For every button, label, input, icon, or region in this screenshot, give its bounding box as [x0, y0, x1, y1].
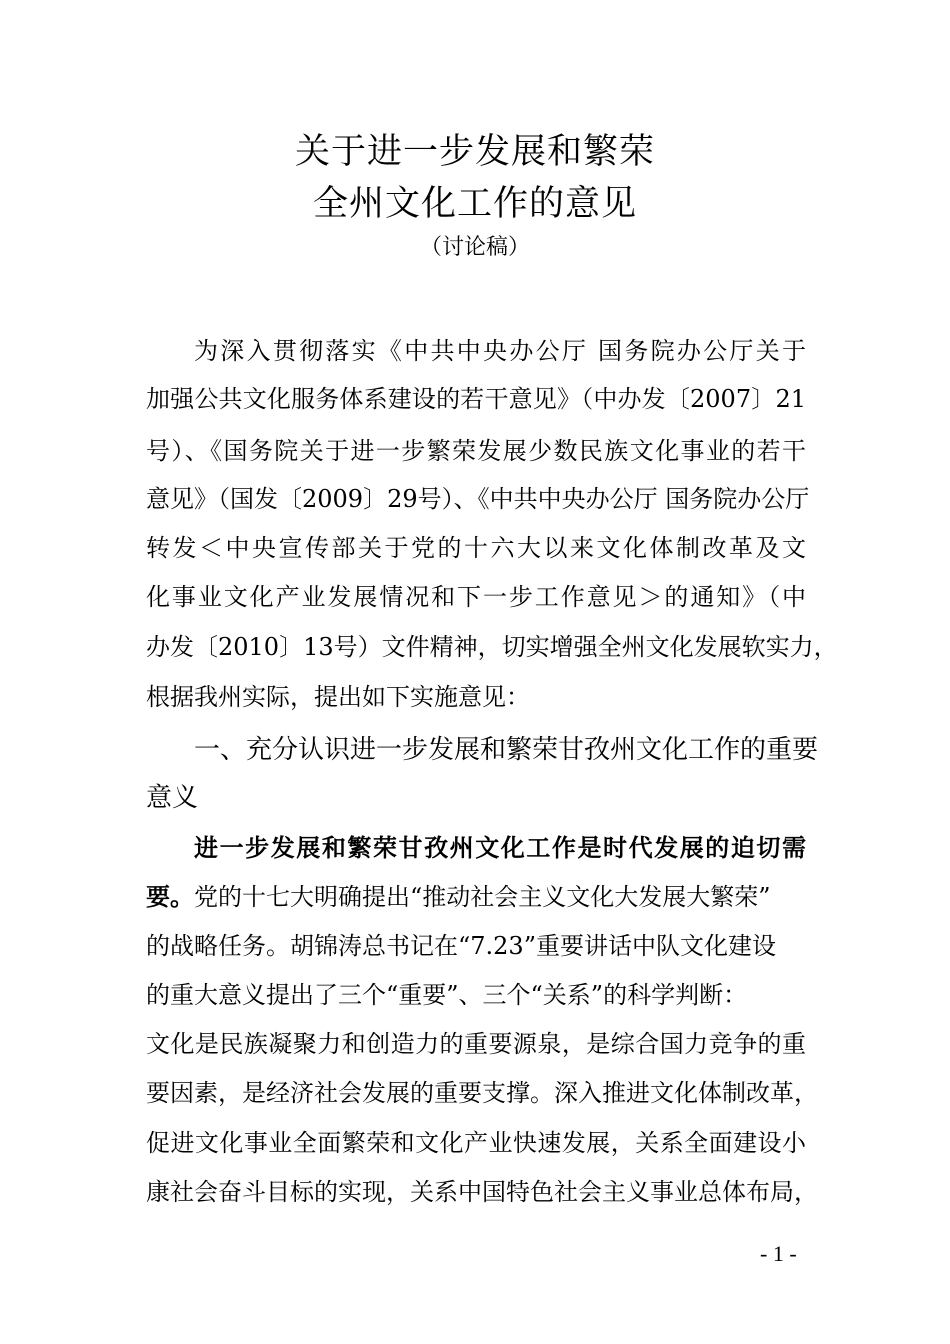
- paragraph-line: 的重大意义提出了三个“重要”、三个“关系”的科学判断：: [146, 981, 748, 1009]
- paragraph-line: 要因素，是经济社会发展的重要支撑。深入推进文化体制改革，: [146, 1079, 818, 1107]
- paragraph-text: 党的十七大明确提出“推动社会主义文化大发展大繁荣”: [194, 883, 771, 911]
- intro-line: 加强公共文化服务体系建设的若干意见》（中办发〔2007〕21: [146, 385, 806, 413]
- paragraph-line: 康社会奋斗目标的实现，关系中国特色社会主义事业总体布局，: [146, 1178, 818, 1206]
- paragraph-bold-lead-end: 要。: [146, 882, 194, 911]
- paragraph-bold-lead: 进一步发展和繁荣甘孜州文化工作是时代发展的迫切需: [194, 833, 806, 862]
- paragraph-line: 的战略任务。胡锦涛总书记在“7.23”重要讲话中队文化建设: [146, 932, 776, 960]
- document-title-line-2: 全州文化工作的意见: [312, 184, 637, 224]
- document-title-line-1: 关于进一步发展和繁荣: [294, 132, 655, 172]
- page-number: - 1 -: [760, 1241, 797, 1266]
- paragraph-line-mixed: [146, 882, 806, 912]
- intro-line: 号）、《国务院关于进一步繁荣发展少数民族文化事业的若干: [146, 437, 806, 465]
- intro-line: 为深入贯彻落实《中共中央办公厅 国务院办公厅关于: [194, 337, 806, 365]
- intro-line: 化事业文化产业发展情况和下一步工作意见＞的通知》（中: [146, 583, 806, 611]
- section-heading-line-1: 一、充分认识进一步发展和繁荣甘孜州文化工作的重要: [194, 735, 819, 765]
- paragraph-line: 促进文化事业全面繁荣和文化产业快速发展，关系全面建设小: [146, 1129, 806, 1157]
- intro-line: 意见》（国发〔2009〕29号）、《中共中央办公厅 国务院办公厅: [146, 485, 810, 513]
- document-subtitle: （讨论稿）: [419, 235, 530, 260]
- intro-line: 办发〔2010〕13号）文件精神，切实增强全州文化发展软实力，: [146, 633, 838, 661]
- paragraph-line: 文化是民族凝聚力和创造力的重要源泉，是综合国力竞争的重: [146, 1030, 806, 1058]
- intro-line: 转发＜中央宣传部关于党的十六大以来文化体制改革及文: [146, 534, 806, 562]
- section-heading-line-2: 意义: [146, 783, 199, 813]
- intro-line: 根据我州实际，提出如下实施意见：: [146, 683, 530, 711]
